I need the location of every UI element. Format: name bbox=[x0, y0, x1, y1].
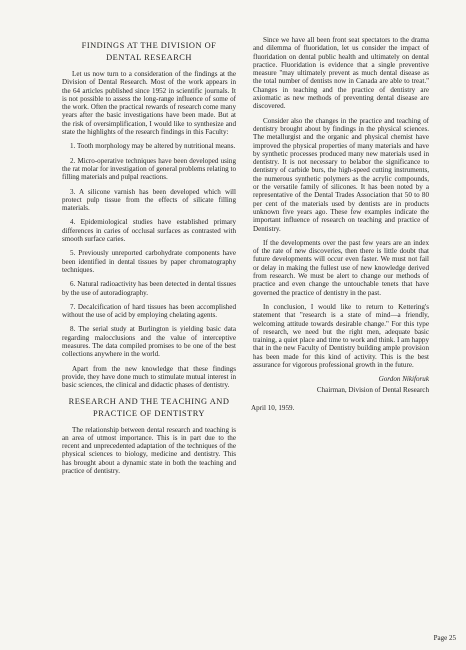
physical-sciences-paragraph: Consider also the changes in the practice and teaching of dentistry brought about by findings in the physical sciences. The metallurgist and the organic and physical chemist have improved the physical properties of many materials and have by synthetic processes produced many new materials used in dentistry. It is not necessary to belabor the significance to dentistry of carbide burs, the high-speed cutting instruments, the numerous synthetic polymers as the acrylic compounds, or the versatile family of silicones. It has been noted by a representative of the Dental Trades Association that 50 to 80 per cent of the materials used by dentists are in products unknown five years ago. These few examples indicate the important influence of research on teaching and practice of Dentistry. bbox=[253, 116, 429, 233]
right-column bbox=[253, 36, 429, 412]
finding-item-1: 1. Tooth morphology may be altered by nutritional means. bbox=[70, 142, 236, 151]
relationship-paragraph: The relationship between dental research and teaching is an area of utmost importance. This is in part due to the recent and unprecedented adaptation of the techniques of the physical sciences to biology, medicine and dentistry. This has brought about a dynamic state in both the teaching and practice of dentistry. bbox=[62, 425, 236, 475]
finding-item-7: 7. Decalcification of hard tissues has been accomplished without the use of acid by employing chelating agents. bbox=[62, 302, 236, 320]
document-date: April 10, 1959. bbox=[251, 403, 295, 412]
author-role: Chairman, Division of Dental Research bbox=[316, 385, 429, 394]
conclusion-paragraph: In conclusion, I would like to return to Kettering's statement that "research is a state of mind—a friendly, welcoming attitude towards desirable change." For this type of research, we need but the right men, adequate basic training, a quiet place and time to work and think. I am happy that in the new Faculty of Dentistry building ample provision has been made for this kind of activity. This is the best assurance for vigorous professional growth in the future. bbox=[253, 302, 429, 369]
section-heading-teaching-line1: RESEARCH AND THE TEACHING AND bbox=[68, 396, 230, 406]
finding-item-6: 6. Natural radioactivity has been detected in dental tissues by the use of autoradiography. bbox=[62, 280, 236, 297]
finding-item-5: 5. Previously unreported carbohydrate components have been identified in dental tissues by paper chromatography techniques. bbox=[62, 249, 236, 274]
section-heading-findings-line1: FINDINGS AT THE DIVISION OF bbox=[81, 41, 217, 50]
developments-paragraph: If the developments over the past few years are an index of the rate of new discoveries, then there is little doubt that future developments will occur even faster. We must not fail or delay in making the fullest use of new knowledge derived from research. We must be alert to change our methods of practice and even change the untouchable tenets that have governed the practice of dentistry in the past. bbox=[253, 238, 429, 297]
finding-item-8: 8. The serial study at Burlington is yielding basic data regarding malocclusions and the value of interceptive measures. The data compiled promises to be one of the best collections anywhere in the world. bbox=[62, 325, 236, 359]
author-signature: Gordon Nikiforuk bbox=[378, 375, 429, 384]
finding-item-3: 3. A silicone varnish has been developed which will protect pulp tissue from the effects of silicate filling materials. bbox=[62, 187, 236, 213]
finding-item-2: 2. Micro-operative techniques have been developed using the rat molar for investigation of general problems relating to filling materials and pulpal reactions. bbox=[62, 156, 236, 182]
section-heading-teaching-line2: PRACTICE OF DENTISTRY bbox=[93, 408, 205, 418]
page-number: Page 25 bbox=[433, 634, 456, 642]
finding-item-4: 4. Epidemiological studies have established primary differences in caries of occlusal surfaces as contrasted with smooth surface caries. bbox=[62, 218, 236, 244]
left-column bbox=[62, 36, 236, 481]
apart-paragraph: Apart from the new knowledge that these findings provide, they have done much to stimulate mutual interest in basic sciences, the clinical and didactic phases of dentistry. bbox=[62, 364, 236, 390]
section-heading-findings-line2: DENTAL RESEARCH bbox=[106, 53, 192, 62]
intro-paragraph: Let us now turn to a consideration of the findings at the Division of Dental Research. Most of the work appears in the 64 articles published since 1952 in scientific journals. It is not possible to assess the long-range influence of some of the work. Often the practical rewards of research come many years after the basic investigations have been made. But at the risk of oversimplification, I would like to synthesize and state the highlights of the research findings in this Faculty: bbox=[62, 70, 236, 137]
fluoridation-paragraph: Since we have all been front seat spectators to the drama and dilemma of fluoridation, let us consider the impact of fluoridation on dental public health and ultimately on dental practice. Fluoridation is evidence that a single preventive measure "may ultimately prevent as much dental disease as the total number of dentists now in Canada are able to treat." Changes in teaching and the practice of dentistry are axiomatic as new methods of preventing dental disease are discovered. bbox=[253, 36, 429, 111]
